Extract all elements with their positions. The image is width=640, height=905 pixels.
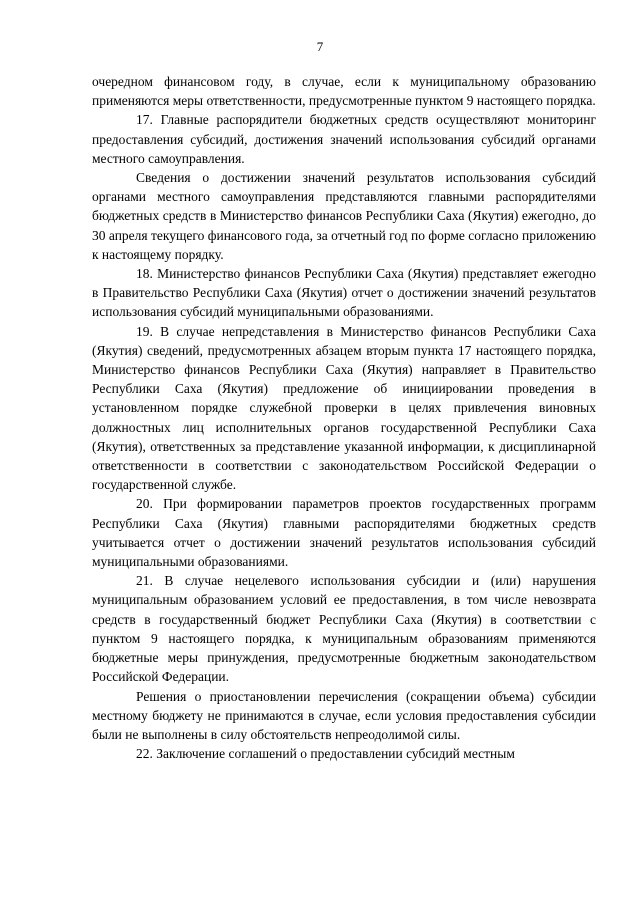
- page-number: 7: [316, 39, 324, 54]
- document-body: [92, 72, 596, 763]
- paragraph-21: 21. В случае нецелевого использования субсидии и (или) нарушения муниципальным образованием условий ее предоставления, в том числе невозврата средств в государственный бюджет Республики Саха (Якутия) в соответствии с пунктом 9 настоящего порядка, к муниципальным образованиям применяются бюджетные меры принуждения, предусмотренные бюджетным законодательством Российской Федерации.: [92, 573, 596, 685]
- paragraph-17: 17. Главные распорядители бюджетных средств осуществляют мониторинг предоставления субсидий, достижения значений использования субсидий органами местного самоуправления.: [92, 112, 596, 166]
- paragraph-20: 20. При формировании параметров проектов государственных программ Республики Саха (Якутия) главными распорядителями бюджетных средств учитывается отчет о достижении значений результатов использования субсидий муниципальными образованиями.: [92, 496, 596, 570]
- paragraph-21-decisions: Решения о приостановлении перечисления (сокращении объема) субсидии местному бюджету не принимаются в случае, если условия предоставления субсидии были не выполнены в силу обстоятельств непреодолимой силы.: [92, 688, 596, 742]
- paragraph-19: 19. В случае непредставления в Министерство финансов Республики Саха (Якутия) сведений, предусмотренных абзацем вторым пункта 17 настоящего порядка, Министерство финансов Республики Саха (Якутия) направляет в Правительство Республики Саха (Якутия) предложение об инициировании проведения в установленном порядке служебной проверки в целях привлечения виновных должностных лиц исполнительных органов государственной Республики Саха (Якутия), ответственных за представление указанной информации, к дисциплинарной ответственности в соответствии с законодательством Российской Федерации о государственной службе.: [92, 323, 596, 493]
- paragraph-17-information: Сведения о достижении значений результатов использования субсидий органами местного самоуправления представляются главными распорядителями бюджетных средств в Министерство финансов Республики Саха (Якутия) ежегодно, до 30 апреля текущего финансового года, за отчетный год по форме согласно приложению к настоящему порядку.: [92, 170, 596, 262]
- paragraph-continuation: очередном финансовом году, в случае, если к муниципальному образованию применяются меры ответственности, предусмотренные пунктом 9 настоящего порядка.: [92, 74, 596, 109]
- paragraph-18: 18. Министерство финансов Республики Саха (Якутия) представляет ежегодно в Правительство Республики Саха (Якутия) отчет о достижении значений результатов использования субсидий муниципальными образованиями.: [92, 266, 596, 320]
- paragraph-22: 22. Заключение соглашений о предоставлении субсидий местным: [136, 746, 515, 762]
